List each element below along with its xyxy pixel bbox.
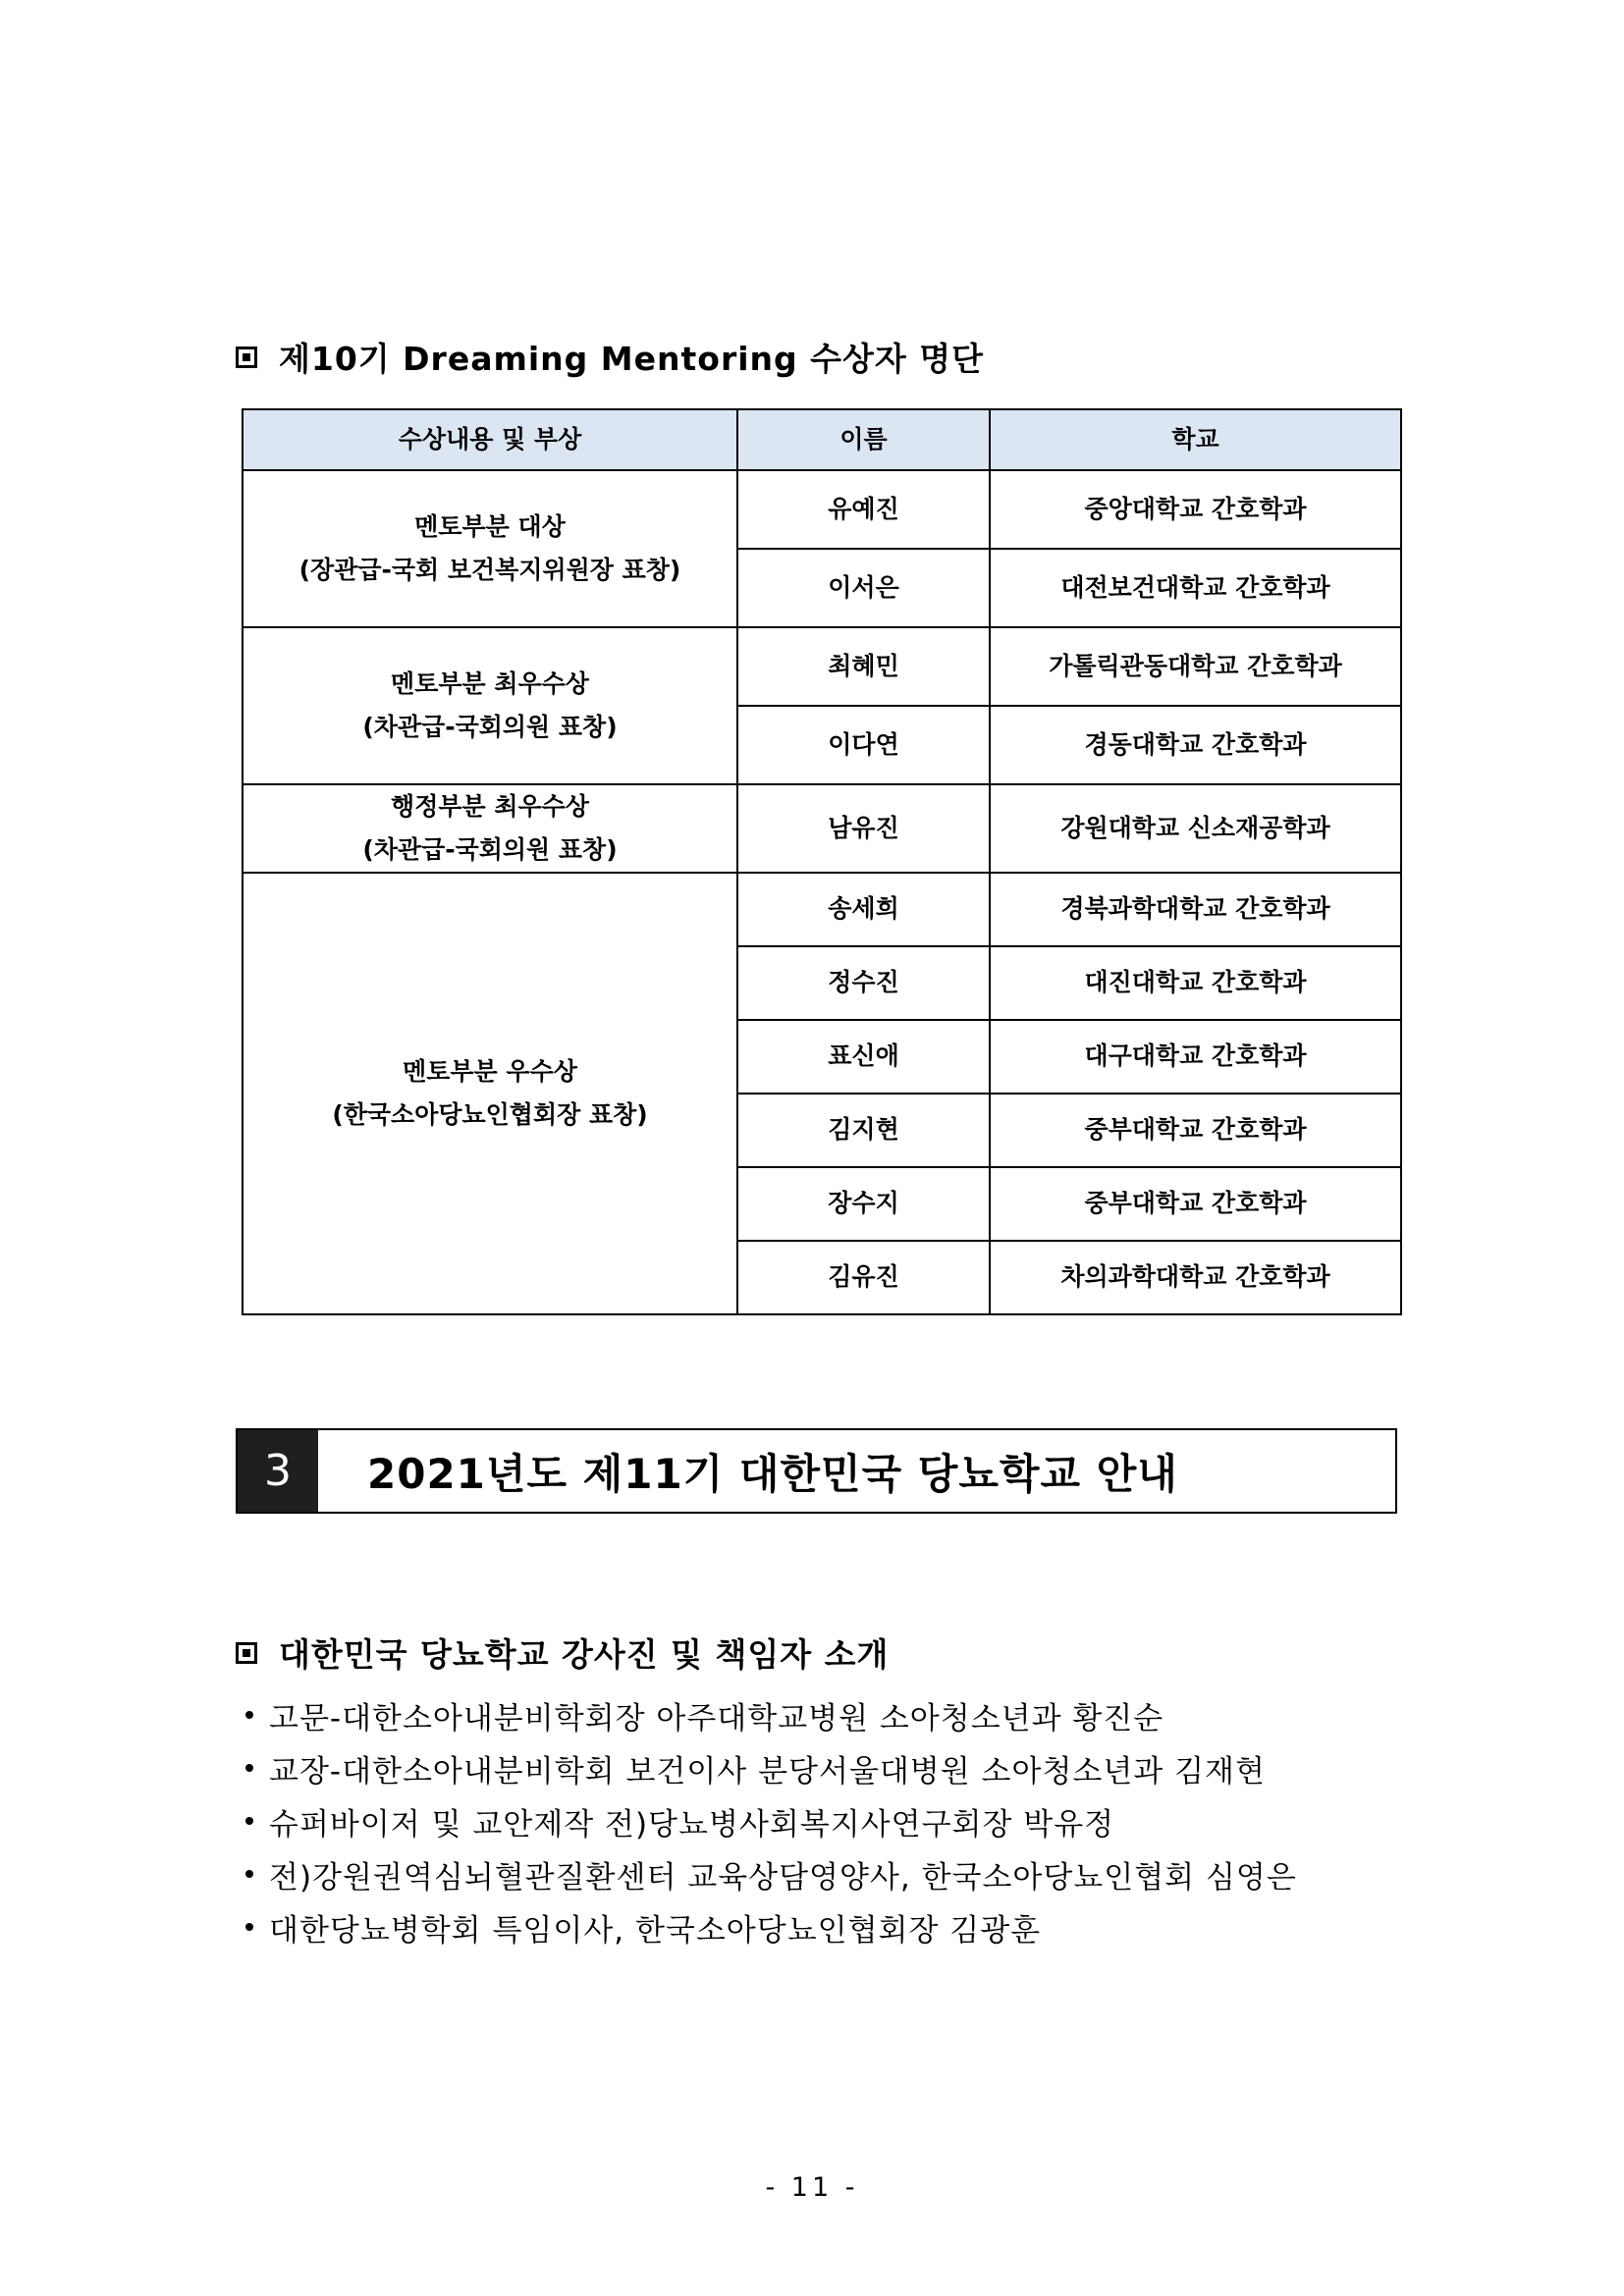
bullet-icon — [245, 1870, 253, 1878]
awards-heading-text: 제10기 Dreaming Mentoring 수상자 명단 — [279, 340, 985, 378]
list-item — [245, 1900, 1297, 1953]
list-item-text: 슈퍼바이저 및 교안제작 전)당뇨병사회복지사연구회장 박유정 — [269, 1806, 1115, 1842]
bullet-icon — [245, 1923, 253, 1931]
name-cell: 이서은 — [737, 549, 990, 627]
school-cell: 가톨릭관동대학교 간호학과 — [990, 627, 1401, 706]
school-cell: 대진대학교 간호학과 — [990, 946, 1401, 1020]
award-prize: (차관급-국회의원 표창) — [362, 834, 618, 864]
school-cell: 경북과학대학교 간호학과 — [990, 873, 1401, 946]
school-cell: 강원대학교 신소재공학과 — [990, 784, 1401, 873]
list-item — [245, 1741, 1297, 1794]
section-title-box — [236, 1428, 1397, 1514]
name-cell: 정수진 — [737, 946, 990, 1020]
name-cell: 송세희 — [737, 873, 990, 946]
award-cell — [243, 470, 737, 627]
staff-heading-text: 대한민국 당뇨학교 강사진 및 책임자 소개 — [279, 1635, 890, 1674]
award-cell — [243, 627, 737, 784]
awards-table — [242, 408, 1402, 1315]
name-cell: 김지현 — [737, 1094, 990, 1167]
bullet-icon — [245, 1764, 253, 1772]
header-award: 수상내용 및 부상 — [243, 409, 737, 470]
list-item-text: 전)강원권역심뇌혈관질환센터 교육상담영양사, 한국소아당뇨인협회 심영은 — [269, 1859, 1297, 1896]
staff-heading — [236, 1629, 889, 1676]
award-title: 멘토부분 최우수상 — [391, 669, 589, 699]
school-cell: 경동대학교 간호학과 — [990, 706, 1401, 784]
award-cell — [243, 784, 737, 873]
award-prize: (한국소아당뇨인협회장 표창) — [332, 1099, 648, 1129]
school-cell: 대전보건대학교 간호학과 — [990, 549, 1401, 627]
table-row — [243, 470, 1401, 549]
table-row — [243, 873, 1401, 946]
school-cell: 차의과학대학교 간호학과 — [990, 1241, 1401, 1314]
award-title: 멘토부분 대상 — [414, 512, 566, 542]
school-cell: 중부대학교 간호학과 — [990, 1167, 1401, 1241]
name-cell: 표신애 — [737, 1020, 990, 1094]
list-item — [245, 1688, 1297, 1741]
awards-heading — [236, 334, 984, 380]
award-title: 행정부분 최우수상 — [391, 792, 589, 821]
list-item-text: 고문-대한소아내분비학회장 아주대학교병원 소아청소년과 황진순 — [269, 1700, 1164, 1736]
name-cell: 최혜민 — [737, 627, 990, 706]
square-bullet-icon — [236, 1642, 257, 1664]
school-cell: 중앙대학교 간호학과 — [990, 470, 1401, 549]
award-cell — [243, 873, 737, 1314]
award-prize: (차관급-국회의원 표창) — [362, 713, 618, 741]
award-title: 멘토부분 우수상 — [403, 1056, 577, 1086]
name-cell: 남유진 — [737, 784, 990, 873]
name-cell: 이다연 — [737, 706, 990, 784]
table-row — [243, 784, 1401, 873]
staff-list — [245, 1688, 1297, 1953]
list-item — [245, 1847, 1297, 1900]
page-number: - 11 - — [765, 2172, 859, 2203]
name-cell: 김유진 — [737, 1241, 990, 1314]
list-item-text: 대한당뇨병학회 특임이사, 한국소아당뇨인협회장 김광훈 — [269, 1912, 1042, 1949]
table-row — [243, 627, 1401, 706]
bullet-icon — [245, 1817, 253, 1825]
list-item — [245, 1794, 1297, 1847]
header-name: 이름 — [737, 409, 990, 470]
header-school: 학교 — [990, 409, 1401, 470]
section-title: 2021년도 제11기 대한민국 당뇨학교 안내 — [367, 1449, 1178, 1498]
award-prize: (장관급-국회 보건복지위원장 표창) — [298, 556, 681, 584]
square-bullet-icon — [236, 347, 257, 368]
school-cell: 중부대학교 간호학과 — [990, 1094, 1401, 1167]
table-header-row — [243, 409, 1401, 470]
section-number: 3 — [238, 1430, 318, 1512]
list-item-text: 교장-대한소아내분비학회 보건이사 분당서울대병원 소아청소년과 김재현 — [269, 1753, 1266, 1789]
name-cell: 유예진 — [737, 470, 990, 549]
school-cell: 대구대학교 간호학과 — [990, 1020, 1401, 1094]
name-cell: 장수지 — [737, 1167, 990, 1241]
bullet-icon — [245, 1711, 253, 1719]
